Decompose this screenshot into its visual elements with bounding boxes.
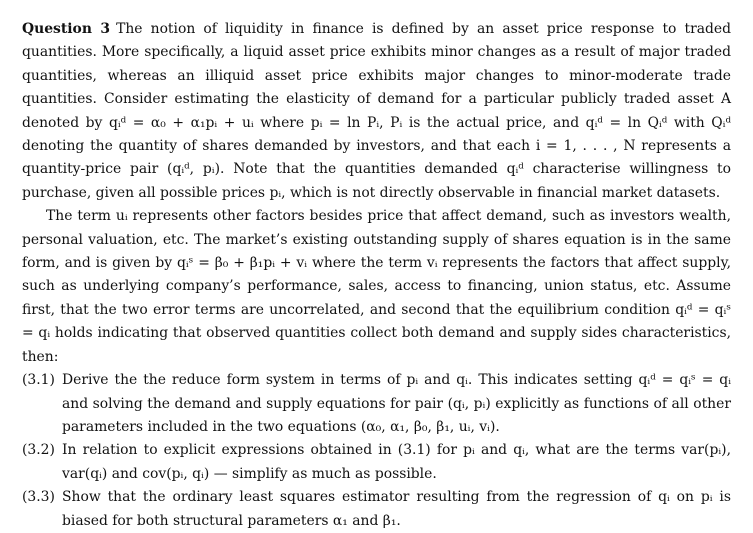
subquestion-number: (3.2) — [22, 442, 55, 459]
subquestion-text: In relation to explicit expressions obtained in (3.1) for pᵢ and qᵢ, what are the terms var(pᵢ), var(qᵢ) and cov(pᵢ, qᵢ) — simplify as much as possible. — [62, 442, 731, 482]
subquestion-number: (3.3) — [22, 489, 55, 506]
subquestion-text: Derive the the reduce form system in terms of pᵢ and qᵢ. This indicates setting qᵢᵈ = qᵢˢ = qᵢ and solving the demand and supply equations for pair (qᵢ, pᵢ) explicitly as functions of all other parameters included in the two equations (α₀, α₁, β₀, β₁, uᵢ, vᵢ). — [62, 372, 731, 435]
question-intro-paragraph — [22, 18, 731, 205]
subquestion-text: Show that the ordinary least squares estimator resulting from the regression of qᵢ on pᵢ is biased for both structural parameters α₁ and β₁. — [62, 489, 731, 529]
question-label: Question 3 — [22, 21, 111, 37]
subquestion-3-1 — [22, 369, 731, 439]
subquestion-3-2 — [22, 439, 731, 486]
subquestion-number: (3.1) — [22, 372, 55, 389]
paragraph-2: The term uᵢ represents other factors besides price that affect demand, such as investors wealth, personal valuation, etc. The market’s existing outstanding supply of shares equation is in the same form, and is given by qᵢˢ = β₀ + β₁pᵢ + vᵢ where the term vᵢ represents the factors that affect supply, such as underlying company’s performance, sales, access to financing, union status, etc. Assume first, that the two error terms are uncorrelated, and second that the equilibrium condition qᵢᵈ = qᵢˢ = qᵢ holds indicating that observed quantities collect both demand and supply sides characteristics, then: — [22, 208, 731, 365]
subquestion-3-3 — [22, 486, 731, 533]
paragraph-1-text: The notion of liquidity in finance is defined by an asset price response to traded quantities. More specifically, a liquid asset price exhibits minor changes as a result of major traded quantities, whereas an illiquid asset price exhibits major changes to minor-moderate trade quantities. Consider estimating the elasticity of demand for a particular publicly traded asset A denoted by qᵢᵈ = α₀ + α₁pᵢ + uᵢ where pᵢ = ln Pᵢ, Pᵢ is the actual price, and qᵢᵈ = ln Qᵢᵈ with Qᵢᵈ denoting the quantity of shares demanded by investors, and that each i = 1, . . . , N represents a quantity-price pair (qᵢᵈ, pᵢ). Note that the quantities demanded qᵢᵈ characterise willingness to purchase, given all possible prices pᵢ, which is not directly observable in financial market datasets. — [22, 21, 731, 201]
